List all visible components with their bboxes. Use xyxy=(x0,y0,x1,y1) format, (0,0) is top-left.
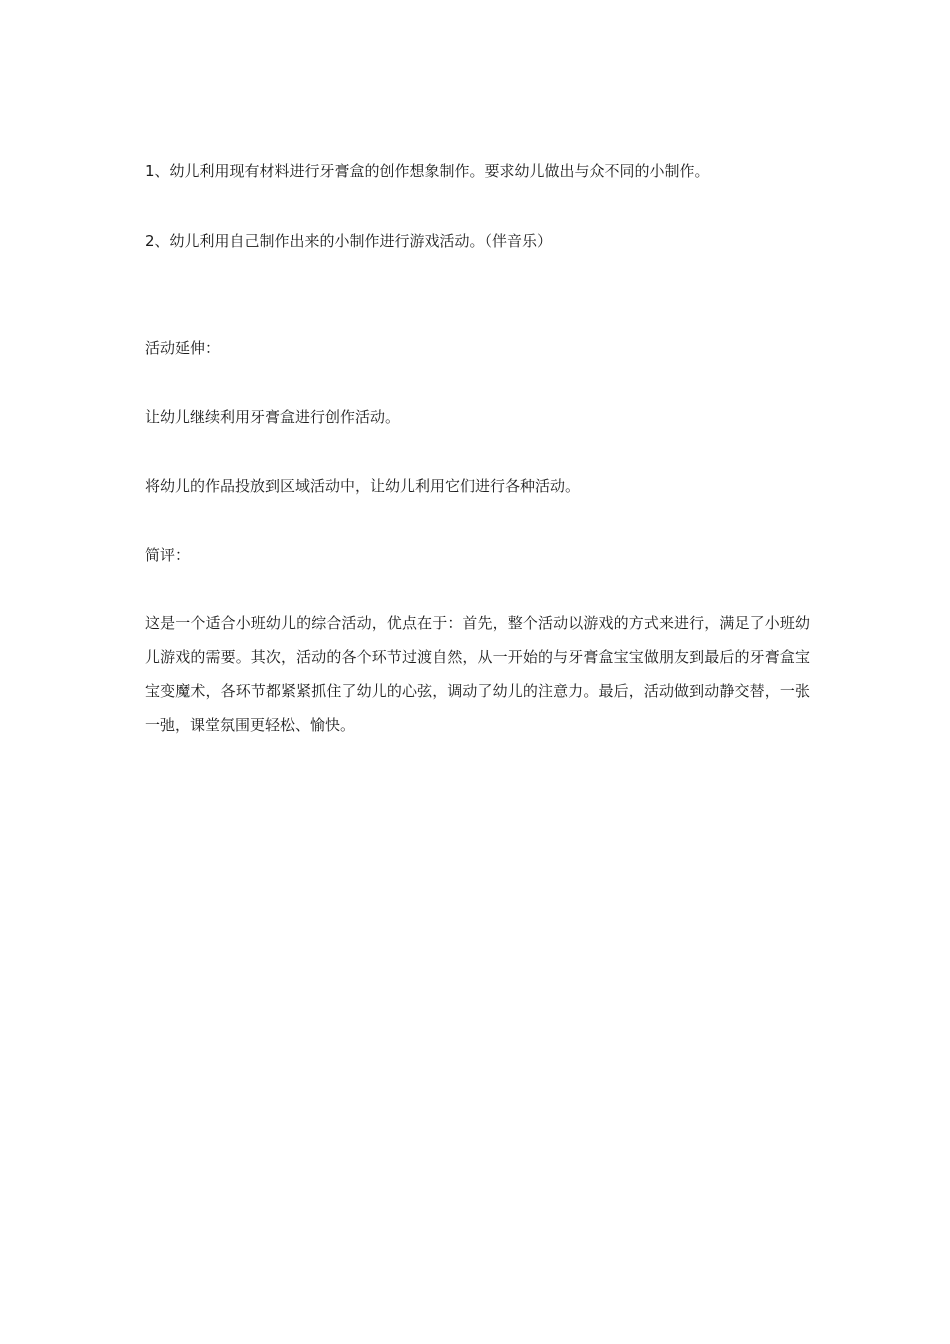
review-heading: 简评： xyxy=(145,546,191,564)
activity-step-1: 1、幼儿利用现有材料进行牙膏盒的创作想象制作。要求幼儿做出与众不同的小制作。 xyxy=(145,162,710,180)
extension-item-1: 让幼儿继续利用牙膏盒进行创作活动。 xyxy=(145,408,401,426)
extension-item-2: 将幼儿的作品投放到区域活动中，让幼儿利用它们进行各种活动。 xyxy=(145,477,581,495)
activity-step-2: 2、幼儿利用自己制作出来的小制作进行游戏活动。（伴音乐） xyxy=(145,232,553,250)
review-paragraph: 这是一个适合小班幼儿的综合活动，优点在于：首先，整个活动以游戏的方式来进行，满足了小班幼儿游戏的需要。其次，活动的各个环节过渡自然，从一开始的与牙膏盒宝宝做朋友到最后的牙膏盒宝宝变魔术，各环节都紧紧抓住了幼儿的心弦，调动了幼儿的注意力。最后，活动做到动静交替，一张一弛，课堂氛围更轻松、愉快。 xyxy=(145,614,810,734)
extension-heading: 活动延伸： xyxy=(145,339,221,357)
